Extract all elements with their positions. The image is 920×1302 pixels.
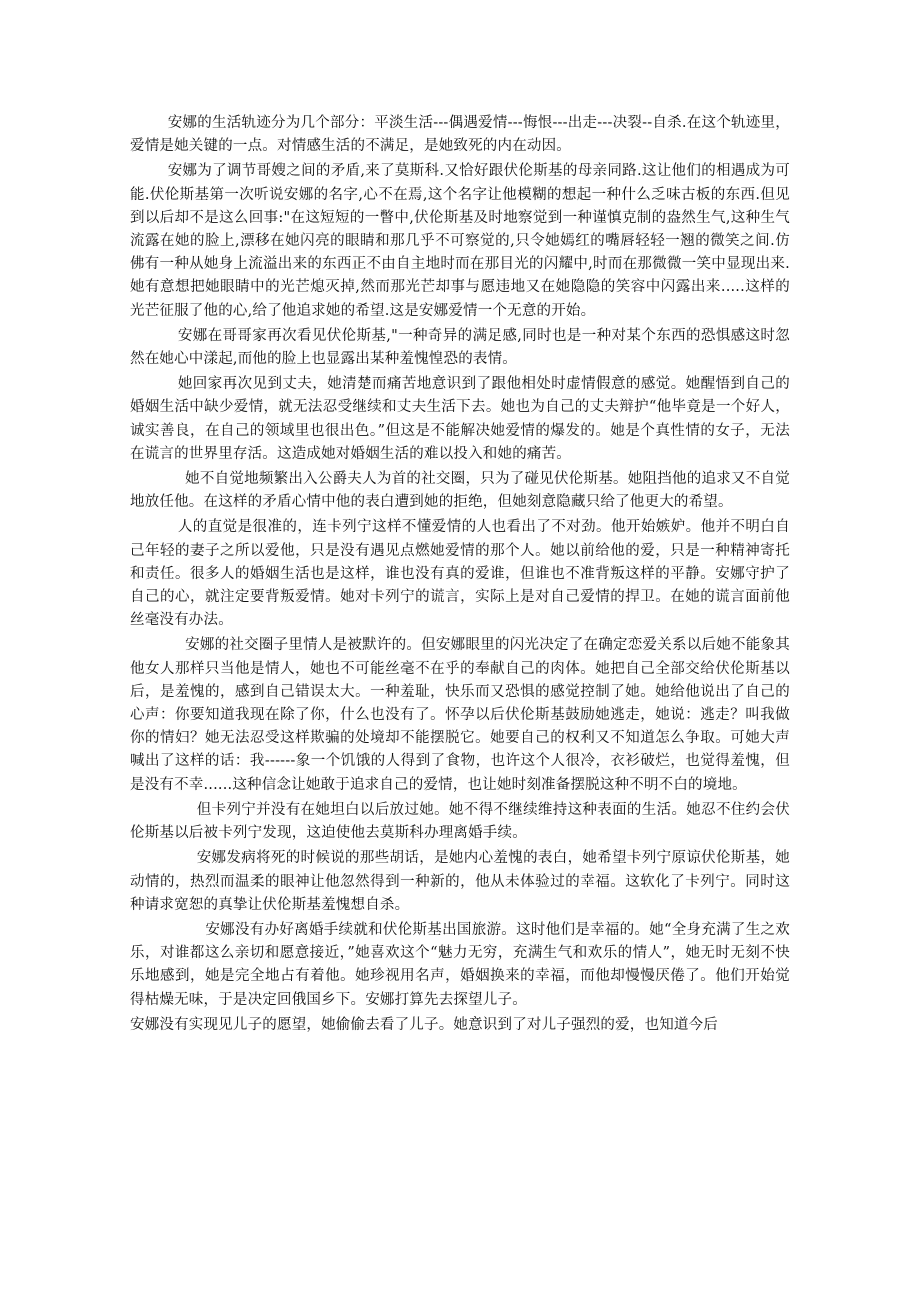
paragraph-2: 安娜为了调节哥嫂之间的矛盾,来了莫斯科.又恰好跟伏伦斯基的母亲同路.这让他们的相遇成为可能.伏伦斯基第一次听说安娜的名字,心不在焉,这个名字让他模糊的想起一种什么乏味古板的东西.但见到以后却不是这么回事:"在这短短的一瞥中,伏伦斯基及时地察觉到一种谨慎克制的盎然生气,这种生气流露在她的脸上,漂移在她闪亮的眼睛和那几乎不可察觉的,只令她嫣红的嘴唇轻轻一翘的微笑之间.仿佛有一种从她身上流溢出来的东西正不由自主地时而在那目光的闪耀中,时而在那微微一笑中显现出来.她有意想把她眼睛中的光芒熄灭掉,然而那光芒却事与愿违地又在她隐隐的笑容中闪露出来.....这样的光芒征服了他的心,给了他追求她的希望.这是安娜爱情一个无意的开始。 xyxy=(130,163,790,319)
paragraph-5: 她不自觉地频繁出入公爵夫人为首的社交圈，只为了碰见伏伦斯基。她阻挡他的追求又不自觉地放任他。在这样的矛盾心情中他的表白遭到她的拒绝，但她刻意隐藏只给了他更大的希望。 xyxy=(130,471,790,511)
paragraph-7: 安娜的社交圈子里情人是被默许的。但安娜眼里的闪光决定了在确定恋爱关系以后她不能象其他女人那样只当他是情人，她也不可能丝毫不在乎的奉献自己的肉体。她把自己全部交给伏伦斯基以后，是羞愧的，感到自己错误太大。一种羞耻，快乐而又恐惧的感觉控制了她。她给他说出了自己的心声：你要知道我现在除了你，什么也没有了。怀孕以后伏伦斯基鼓励她逃走，她说：逃走？叫我做你的情妇？她无法忍受这样欺骗的处境却不能摆脱它。她要自己的权利又不知道怎么争取。可她大声喊出了这样的话：我------象一个饥饿的人得到了食物，也许这个人很冷，衣衫破烂，也觉得羞愧，但是没有不幸......这种信念让她敢于追求自己的爱情，也让她时刻准备摆脱这种不明不白的境地。 xyxy=(130,637,790,793)
document-body xyxy=(130,112,790,1039)
paragraph-8: 但卡列宁并没有在她坦白以后放过她。她不得不继续维持这种表面的生活。她忍不住约会伏伦斯基以后被卡列宁发现，这迫使他去莫斯科办理离婚手续。 xyxy=(130,801,790,842)
paragraph-6: 人的直觉是很准的，连卡列宁这样不懂爱情的人也看出了不对劲。他开始嫉妒。他并不明白自己年轻的妻子之所以爱他，只是没有遇见点燃她爱情的那个人。她以前给他的爱，只是一种精神寄托和责任。很多人的婚姻生活也是这样，谁也没有真的爱谁，但谁也不准背叛这样的平静。安娜守护了自己的心，就注定要背叛爱情。她对卡列宁的谎言，实际上是对自己爱情的捍卫。在她的谎言面前他丝毫没有办法。 xyxy=(130,519,790,629)
paragraph-4: 她回家再次见到丈夫，她清楚而痛苦地意识到了跟他相处时虚情假意的感觉。她醒悟到自己的婚姻生活中缺少爱情，就无法忍受继续和丈夫生活下去。她也为自己的丈夫辩护“他毕竟是一个好人，诚实善良，在自己的领域里也很出色。”但这是不能解决她爱情的爆发的。她是个真性情的女子，无法在谎言的世界里存活。这造成她对婚姻生活的难以投入和她的痛苦。 xyxy=(130,376,790,462)
paragraph-10: 安娜没有办好离婚手续就和伏伦斯基出国旅游。这时他们是幸福的。她“全身充满了生之欢乐，对谁都这么亲切和愿意接近，”她喜欢这个“魅力无穷，充满生气和欢乐的情人”，她无时无刻不快乐地感到，她是完全地占有着他。她珍视用名声，婚姻换来的幸福，而他却慢慢厌倦了。他们开始觉得枯燥无味，于是决定回俄国乡下。安娜打算先去探望儿子。 xyxy=(130,921,790,1008)
paragraph-11: 安娜没有实现见儿子的愿望，她偷偷去看了儿子。她意识到了对儿子强烈的爱，也知道今后 xyxy=(130,1016,718,1033)
paragraph-1: 安娜的生活轨迹分为几个部分：平淡生活---偶遇爱情---悔恨---出走---决裂--自杀.在这个轨迹里，爱情是她关键的一点。对情感生活的不满足，是她致死的内在动因。 xyxy=(130,115,790,155)
paragraph-3: 安娜在哥哥家再次看见伏伦斯基,"一种奇异的满足感,同时也是一种对某个东西的恐惧感这时忽然在她心中漾起,而他的脸上也显露出某种羞愧惶恐的表情。 xyxy=(130,327,790,368)
paragraph-9: 安娜发病将死的时候说的那些胡话，是她内心羞愧的表白，她希望卡列宁原谅伏伦斯基，她动情的，热烈而温柔的眼神让他忽然得到一种新的，他从未体验过的幸福。这软化了卡列宁。同时这种请求宽恕的真挚让伏伦斯基羞愧想自杀。 xyxy=(130,850,790,913)
